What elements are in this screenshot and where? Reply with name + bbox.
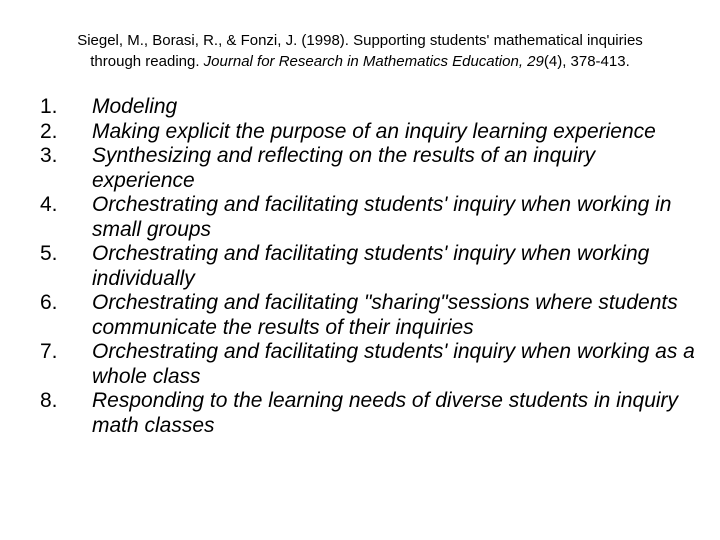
list-item-number: 1. bbox=[40, 95, 58, 118]
citation bbox=[30, 30, 690, 72]
journal-title: Journal for Research in Mathematics Education, 29 bbox=[203, 53, 544, 70]
list-item-text: Making explicit the purpose of an inquiry learning experience bbox=[92, 119, 656, 143]
list-item bbox=[40, 144, 700, 193]
citation-line-1: Siegel, M., Borasi, R., & Fonzi, J. (1998). Supporting students' mathematical inquiries bbox=[77, 32, 643, 49]
list-item-number: 2. bbox=[40, 119, 58, 143]
list-item-text: Orchestrating and facilitating students' inquiry when working as a whole class bbox=[92, 340, 695, 388]
list-item-number: 7. bbox=[40, 340, 58, 363]
citation-line-2 bbox=[30, 51, 690, 72]
practices-list bbox=[40, 95, 700, 438]
list-item-number: 3. bbox=[40, 144, 58, 167]
list-item-text: Orchestrating and facilitating students' inquiry when working individually bbox=[92, 242, 650, 290]
list-item bbox=[40, 340, 700, 389]
list-item bbox=[40, 242, 700, 291]
list-item-text: Orchestrating and facilitating "sharing"sessions where students communicate the results of their inquiries bbox=[92, 291, 678, 339]
citation-text: through reading. bbox=[90, 53, 204, 70]
list-item-text: Orchestrating and facilitating students' inquiry when working in small groups bbox=[92, 193, 672, 241]
list-item bbox=[40, 95, 700, 120]
list-item bbox=[40, 389, 700, 438]
list-item bbox=[40, 193, 700, 242]
list-item-number: 4. bbox=[40, 193, 58, 216]
list-item-number: 5. bbox=[40, 242, 58, 265]
list-item-text: Responding to the learning needs of diverse students in inquiry math classes bbox=[92, 389, 679, 437]
list-item-text: Modeling bbox=[92, 95, 178, 118]
list-item-number: 6. bbox=[40, 291, 58, 314]
list-item bbox=[40, 291, 700, 340]
citation-issue-pages: (4), 378-413. bbox=[543, 53, 630, 70]
list-item-number: 8. bbox=[40, 389, 58, 412]
list-item-text: Synthesizing and reflecting on the results of an inquiry experience bbox=[92, 144, 596, 192]
list-item bbox=[40, 120, 700, 145]
